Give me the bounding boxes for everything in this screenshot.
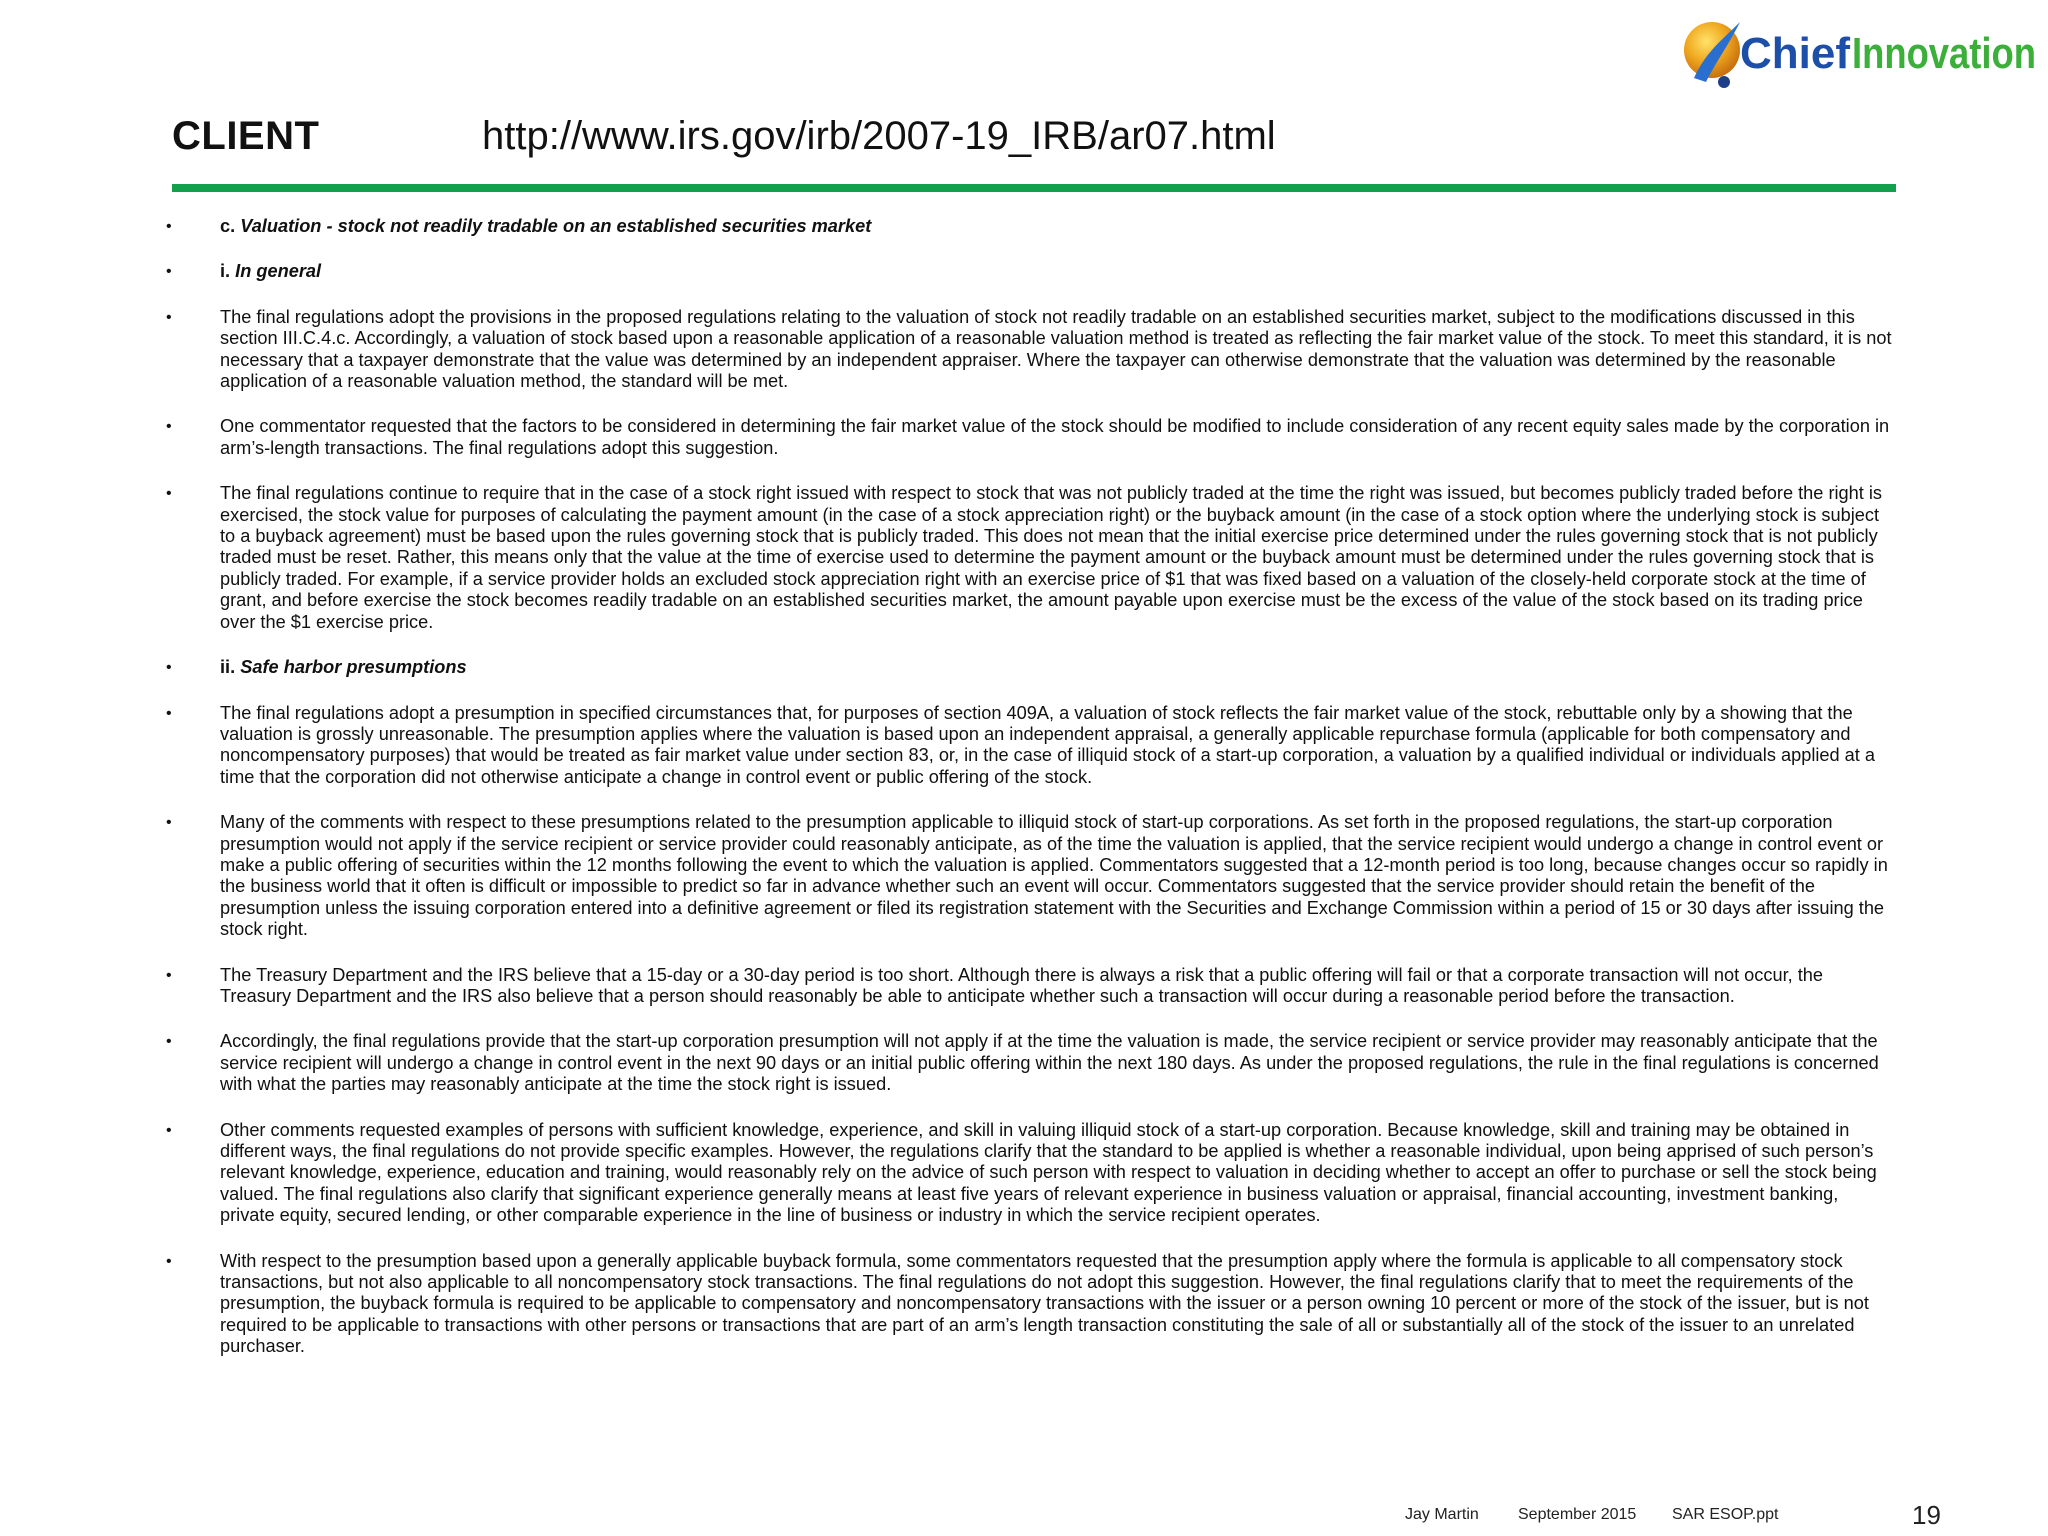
logo-text-chief: Chief <box>1740 29 1850 78</box>
source-url: http://www.irs.gov/irb/2007-19_IRB/ar07.html <box>482 114 1276 158</box>
paragraph-text: Other comments requested examples of persons with sufficient knowledge, experience, and skill in valuing illiquid stock of a start-up corporation. Because knowledge, skill and training may be obtained in different ways, the final regulations do not provide specific examples. However, the regulations clarify that the standard to be applied is whether a reasonable individual, upon being apprised of such person’s relevant knowledge, experience, education and training, would reasonably rely on the advice of such person with respect to valuation in deciding whether to accept an offer to purchase or sell the stock being valued. The final regulations also clarify that significant experience generally means at least five years of relevant experience in business valuation or appraisal, financial accounting, investment banking, private equity, secured lending, or other comparable experience in the line of business or industry in which the service recipient operates. <box>220 1119 1877 1226</box>
bullet-icon: • <box>166 966 172 984</box>
bullet-icon: • <box>166 704 172 722</box>
paragraph-text: The final regulations adopt the provisions in the proposed regulations relating to the valuation of stock not readily tradable on an established securities market, subject to the modifications discussed in this section III.C.4.c. Accordingly, a valuation of stock based upon a reasonable application of a reasonable valuation method is treated as reflecting the fair market value of the stock. To meet this standard, it is not necessary that a taxpayer demonstrate that the value was determined by an independent appraiser. Where the taxpayer can otherwise demonstrate that the valuation was determined by the reasonable application of a reasonable valuation method, the standard will be met. <box>220 306 1892 392</box>
heading-text: In general <box>235 261 322 282</box>
bullet-icon: • <box>166 814 172 832</box>
bullet-icon: • <box>166 1121 172 1139</box>
heading-label: i. <box>220 261 231 282</box>
bullet-icon: • <box>166 218 172 235</box>
footer-date: September 2015 <box>1518 1506 1637 1523</box>
paragraph-item <box>160 416 1896 459</box>
logo-text-innovation: Innovation <box>1852 29 2036 78</box>
section-heading-valuation <box>160 216 1896 237</box>
paragraph-item <box>160 483 1896 633</box>
footer-author: Jay Martin <box>1405 1506 1479 1523</box>
bullet-icon: • <box>166 485 172 503</box>
page-number: 19 <box>1912 1500 1941 1530</box>
paragraph-item <box>160 1251 1896 1358</box>
client-label: CLIENT <box>172 114 320 158</box>
paragraph-text: One commentator requested that the factors to be considered in determining the fair market value of the stock should be modified to include consideration of any recent equity sales made by the corporation in arm’s-length transactions. The final regulations adopt this suggestion. <box>220 416 1890 458</box>
paragraph-text: Many of the comments with respect to these presumptions related to the presumption applicable to illiquid stock of start-up corporations. As set forth in the proposed regulations, the start-up corporation presumption would not apply if the service recipient or service provider could reasonably anticipate, as of the time the valuation is applied, that the service recipient would undergo a change in control event or make a public offering of securities within the 12 months following the event to which the valuation is applied. Commentators suggested that a 12-month period is too long, because changes occur so rapidly in the business world that it often is difficult or impossible to predict so far in advance whether such an event will occur. Commentators suggested that the service provider should retain the benefit of the presumption unless the issuing corporation entered into a definitive agreement or filed its registration statement with the Securities and Exchange Commission within a period of 15 or 30 days after issuing the stock right. <box>220 812 1888 940</box>
paragraph-text: The Treasury Department and the IRS believe that a 15-day or a 30-day period is too short. Although there is always a risk that a public offering will fail or that a corporate transaction will not occur, the Treasury Department and the IRS also believe that a person should reasonably be able to anticipate whether such a transaction will occur during a reasonable period before the transaction. <box>220 964 1824 1006</box>
paragraph-item <box>160 307 1896 393</box>
paragraph-item <box>160 1031 1896 1095</box>
slide-content <box>160 216 1896 1382</box>
paragraph-item <box>160 703 1896 789</box>
section-heading-safe-harbor <box>160 657 1896 678</box>
chief-innovation-logo <box>1676 12 2038 90</box>
heading-text: Valuation - stock not readily tradable on an established securities market <box>240 216 872 236</box>
header-divider <box>172 184 1896 192</box>
paragraph-text: Accordingly, the final regulations provide that the start-up corporation presumption will not apply if at the time the valuation is made, the service recipient or service provider may reasonably anticipate that the service recipient will undergo a change in control event in the next 90 days or an initial public offering within the next 180 days. As under the proposed regulations, the rule in the final regulations is concerned with what the parties may reasonably anticipate at the time the stock right is issued. <box>220 1031 1879 1095</box>
heading-label: ii. <box>220 657 236 678</box>
paragraph-item <box>160 812 1896 940</box>
bullet-icon: • <box>166 659 172 677</box>
footer-filename: SAR ESOP.ppt <box>1672 1506 1779 1523</box>
paragraph-text: The final regulations continue to require that in the case of a stock right issued with respect to stock that was not publicly traded at the time the right was issued, but becomes publicly traded before the right is exercised, the stock value for purposes of calculating the payment amount (in the case of a stock appreciation right) or the buyback amount (in the case of a stock option where the underlying stock is subject to a buyback agreement) must be based upon the rules governing stock that is publicly traded. This does not mean that the initial exercise price determined under the rules governing stock that is not publicly traded must be reset. Rather, this means only that the value at the time of exercise used to determine the payment amount or the buyback amount must be determined under the rules governing stock that is publicly traded. For example, if a service provider holds an excluded stock appreciation right with an exercise price of $1 that was fixed based on a valuation of the closely-held corporate stock at the time of grant, and before exercise the stock becomes readily tradable on an established securities market, the amount payable upon exercise must be the excess of the value of the stock based on its trading price over the $1 exercise price. <box>220 483 1883 632</box>
section-heading-in-general <box>160 261 1896 282</box>
bullet-icon: • <box>166 1252 172 1270</box>
bullet-icon: • <box>166 1033 172 1051</box>
paragraph-item <box>160 1120 1896 1227</box>
bullet-icon: • <box>166 418 172 436</box>
bullet-icon: • <box>166 308 172 326</box>
bullet-icon: • <box>166 263 172 281</box>
logo-mark-icon <box>1684 22 1740 88</box>
heading-label: c. <box>220 216 236 236</box>
heading-text: Safe harbor presumptions <box>240 657 467 678</box>
paragraph-text: With respect to the presumption based upon a generally applicable buyback formula, some commentators requested that the presumption apply where the formula is applicable to all compensatory stock transactions, but not also applicable to all noncompensatory stock transactions. The final regulations do not adopt this suggestion. However, the final regulations clarify that to meet the requirements of the presumption, the buyback formula is required to be applicable to compensatory and noncompensatory transactions with the issuer or a person owning 10 percent or more of the stock of the issuer, but is not required to be applicable to transactions with other persons or transactions that are part of an arm’s length transaction constituting the sale of all or substantially all of the stock of the issuer to an unrelated purchaser. <box>220 1250 1869 1357</box>
paragraph-text: The final regulations adopt a presumption in specified circumstances that, for purposes of section 409A, a valuation of stock reflects the fair market value of the stock, rebuttable only by a showing that the valuation is grossly unreasonable. The presumption applies where the valuation is based upon an independent appraisal, a generally applicable repurchase formula (applicable for both compensatory and noncompensatory purposes) that would be treated as fair market value under section 83, or, in the case of illiquid stock of a start-up corporation, a valuation by a qualified individual or individuals applied at a time that the corporation did not otherwise anticipate a change in control event or public offering of the stock. <box>220 702 1876 787</box>
paragraph-item <box>160 965 1896 1008</box>
